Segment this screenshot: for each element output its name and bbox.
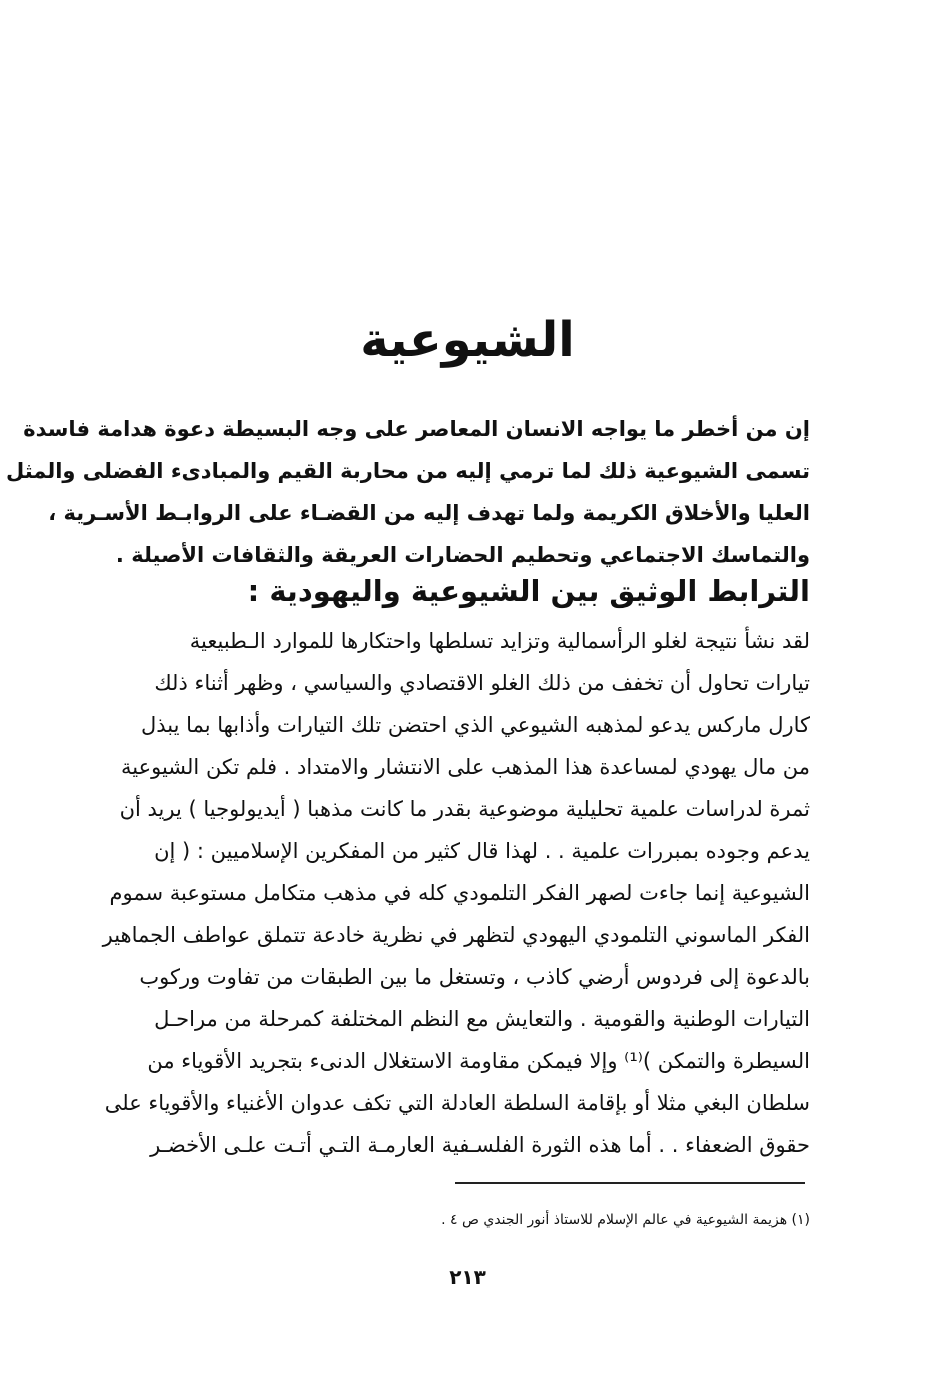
footnote-divider xyxy=(455,1182,805,1184)
footnote: (١) هزيمة الشيوعية في عالم الإسلام للاستاذ أنور الجندي ص ٤ . xyxy=(441,1212,810,1228)
intro-line: إن من أخطر ما يواجه الانسان المعاصر على وجه البسيطة دعوة هدامة فاسدة xyxy=(23,417,810,441)
intro-line: تسمى الشيوعية ذلك لما ترمي إليه من محاربة القيم والمبادىء الفضلى والمثل xyxy=(5,459,810,483)
body-line: ثمرة لدراسات علمية تحليلية موضوعية بقدر ما كانت مذهبا ( أيديولوجيا ) يريد أن xyxy=(119,797,810,821)
body-line: السيطرة والتمكن )⁽¹⁾ وإلا فيمكن مقاومة الاستغلال الدنىء بتجريد الأقوياء من xyxy=(147,1049,810,1073)
body-line: حقوق الضعفاء . . أما هذه الثورة الفلسـفية العارمـة التـي أتـت علـى الأخضـر xyxy=(150,1133,810,1157)
intro-paragraph xyxy=(5,408,810,576)
body-paragraph xyxy=(102,620,810,1166)
section-heading: الترابط الوثيق بين الشيوعية واليهودية : xyxy=(247,574,810,608)
body-line: كارل ماركس يدعو لمذهبه الشيوعي الذي احتضن تلك التيارات وأذابها بما يبذل xyxy=(141,713,810,737)
page-title: الشيوعية xyxy=(360,312,575,368)
body-line: تيارات تحاول أن تخفف من ذلك الغلو الاقتصادي والسياسي ، وظهر أثناء ذلك xyxy=(154,671,810,695)
body-line: بالدعوة إلى فردوس أرضي كاذب ، وتستغل ما بين الطبقات من تفاوت وركوب xyxy=(139,965,810,989)
body-line: الشيوعية إنما جاءت لصهر الفكر التلمودي كله في مذهب متكامل مستوعبة سموم xyxy=(109,881,810,905)
intro-line: العليا والأخلاق الكريمة ولما تهدف إليه من القضـاء على الروابـط الأسـرية ، xyxy=(48,501,810,525)
page-number: ٢١٣ xyxy=(449,1265,486,1289)
intro-line: والتماسك الاجتماعي وتحطيم الحضارات العريقة والثقافات الأصيلة . xyxy=(115,543,810,567)
body-line: التيارات الوطنية والقومية . والتعايش مع النظم المختلفة كمرحلة من مراحـل xyxy=(154,1007,810,1031)
body-line: من مال يهودي لمساعدة هذا المذهب على الانتشار والامتداد . فلم تكن الشيوعية xyxy=(120,755,810,779)
body-line: يدعم وجوده بمبررات علمية . . لهذا قال كثير من المفكرين الإسلاميين : ( إن xyxy=(154,839,810,863)
body-line: لقد نشأ نتيجة لغلو الرأسمالية وتزايد تسلطها واحتكارها للموارد الـطبيعية xyxy=(189,629,810,653)
body-line: الفكر الماسوني التلمودي اليهودي لتظهر في نظرية خادعة تتملق عواطف الجماهير xyxy=(102,923,810,947)
body-line: سلطان البغي مثلا أو بإقامة السلطة العادلة التي تكف عدوان الأغنياء والأقوياء على xyxy=(104,1091,810,1115)
